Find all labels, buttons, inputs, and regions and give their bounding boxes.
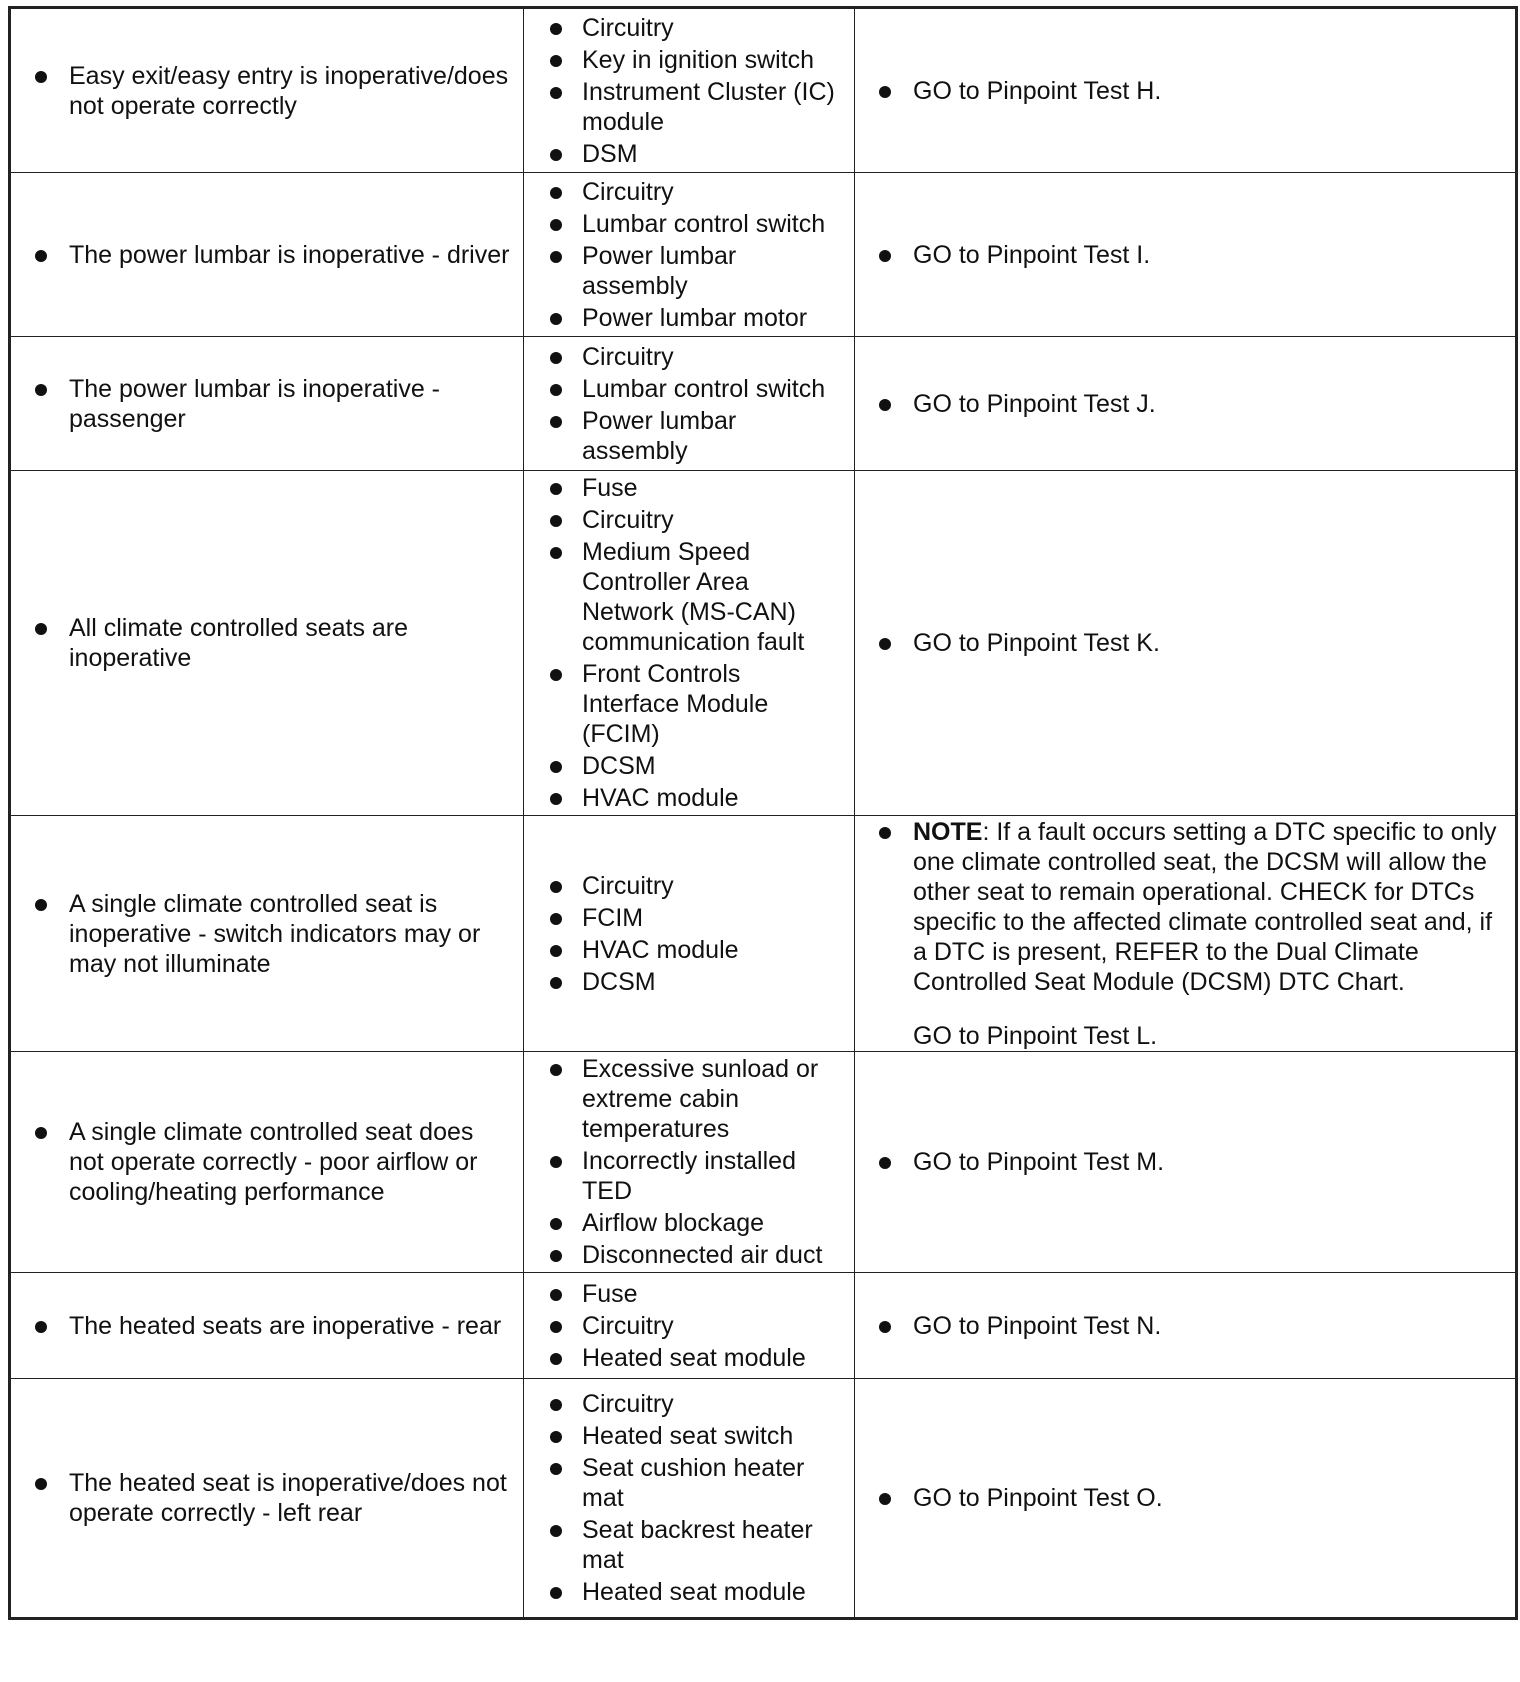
table-row <box>10 816 1517 1052</box>
condition-text: The heated seats are inoperative - rear <box>11 1311 523 1341</box>
action-text: GO to Pinpoint Test L. <box>913 1021 1158 1050</box>
note-text: : If a fault occurs setting a DTC specific to only one climate controlled seat, the DCSM will allow the other seat to remain operational. CHECK for DTCs specific to the affected climate controlled seat and, if a DTC is present, REFER to the Dual Climate Controlled Seat Module (DCSM) DTC Chart. <box>913 817 1497 996</box>
table-row <box>10 471 1517 816</box>
action-text: GO to Pinpoint Test I. <box>855 240 1515 270</box>
source-item: Power lumbar assembly <box>524 241 854 301</box>
note-label: NOTE <box>913 817 983 846</box>
source-item: DCSM <box>524 967 854 997</box>
action-text: GO to Pinpoint Test H. <box>855 76 1515 106</box>
source-item: Circuitry <box>524 871 854 901</box>
possible-sources-cell <box>524 337 855 471</box>
action-cell <box>855 1379 1517 1619</box>
possible-sources-cell <box>524 471 855 816</box>
condition-text: The power lumbar is inoperative - driver <box>11 240 523 270</box>
symptom-chart-table <box>8 6 1518 1620</box>
source-item: Power lumbar motor <box>524 303 854 333</box>
source-item: Circuitry <box>524 1389 854 1419</box>
source-item: DCSM <box>524 751 854 781</box>
action-cell <box>855 173 1517 337</box>
condition-cell <box>10 8 524 173</box>
source-item: Excessive sunload or extreme cabin temperatures <box>524 1054 854 1144</box>
action-text: GO to Pinpoint Test N. <box>855 1311 1515 1341</box>
source-item: Lumbar control switch <box>524 209 854 239</box>
action-text: GO to Pinpoint Test J. <box>855 389 1515 419</box>
condition-text: A single climate controlled seat does not operate correctly - poor airflow or cooling/heating performance <box>11 1117 523 1207</box>
source-item: Circuitry <box>524 177 854 207</box>
possible-sources-cell <box>524 1052 855 1273</box>
table-row <box>10 337 1517 471</box>
source-item: DSM <box>524 139 854 169</box>
source-item: Circuitry <box>524 505 854 535</box>
source-item: Fuse <box>524 1279 854 1309</box>
condition-text: The power lumbar is inoperative - passenger <box>11 374 523 434</box>
condition-cell <box>10 173 524 337</box>
possible-sources-cell <box>524 8 855 173</box>
possible-sources-cell <box>524 816 855 1052</box>
source-item: Instrument Cluster (IC) module <box>524 77 854 137</box>
possible-sources-cell <box>524 1273 855 1379</box>
source-item: Front Controls Interface Module (FCIM) <box>524 659 854 749</box>
condition-cell <box>10 1273 524 1379</box>
table-row <box>10 1052 1517 1273</box>
source-item: Seat cushion heater mat <box>524 1453 854 1513</box>
source-item: FCIM <box>524 903 854 933</box>
source-item: Fuse <box>524 473 854 503</box>
source-item: Disconnected air duct <box>524 1240 854 1270</box>
action-cell <box>855 337 1517 471</box>
condition-cell <box>10 337 524 471</box>
source-item: Circuitry <box>524 342 854 372</box>
source-item: Medium Speed Controller Area Network (MS-CAN) communication fault <box>524 537 854 657</box>
table-row <box>10 1379 1517 1619</box>
source-item: Seat backrest heater mat <box>524 1515 854 1575</box>
source-item: Incorrectly installed TED <box>524 1146 854 1206</box>
source-item: Heated seat module <box>524 1577 854 1607</box>
action-cell <box>855 8 1517 173</box>
source-item: HVAC module <box>524 935 854 965</box>
source-item: Power lumbar assembly <box>524 406 854 466</box>
possible-sources-cell <box>524 173 855 337</box>
condition-text: All climate controlled seats are inoperative <box>11 613 523 673</box>
condition-text: The heated seat is inoperative/does not operate correctly - left rear <box>11 1468 523 1528</box>
source-item: Airflow blockage <box>524 1208 854 1238</box>
action-text: GO to Pinpoint Test M. <box>855 1147 1515 1177</box>
table-row <box>10 173 1517 337</box>
action-cell <box>855 1052 1517 1273</box>
source-item: HVAC module <box>524 783 854 813</box>
source-item: Lumbar control switch <box>524 374 854 404</box>
possible-sources-cell <box>524 1379 855 1619</box>
note-item <box>855 817 1515 1051</box>
source-item: Circuitry <box>524 13 854 43</box>
action-text: GO to Pinpoint Test K. <box>855 628 1515 658</box>
table-row <box>10 8 1517 173</box>
condition-cell <box>10 471 524 816</box>
symptom-chart-sheet <box>8 6 1515 1620</box>
action-cell <box>855 1273 1517 1379</box>
action-text: GO to Pinpoint Test O. <box>855 1483 1515 1513</box>
source-item: Heated seat module <box>524 1343 854 1373</box>
condition-cell <box>10 1052 524 1273</box>
table-row <box>10 1273 1517 1379</box>
action-cell <box>855 471 1517 816</box>
condition-text: A single climate controlled seat is inoperative - switch indicators may or may not illuminate <box>11 889 523 979</box>
source-item: Heated seat switch <box>524 1421 854 1451</box>
condition-cell <box>10 816 524 1052</box>
source-item: Key in ignition switch <box>524 45 854 75</box>
source-item: Circuitry <box>524 1311 854 1341</box>
condition-cell <box>10 1379 524 1619</box>
action-cell <box>855 816 1517 1052</box>
condition-text: Easy exit/easy entry is inoperative/does not operate correctly <box>11 61 523 121</box>
